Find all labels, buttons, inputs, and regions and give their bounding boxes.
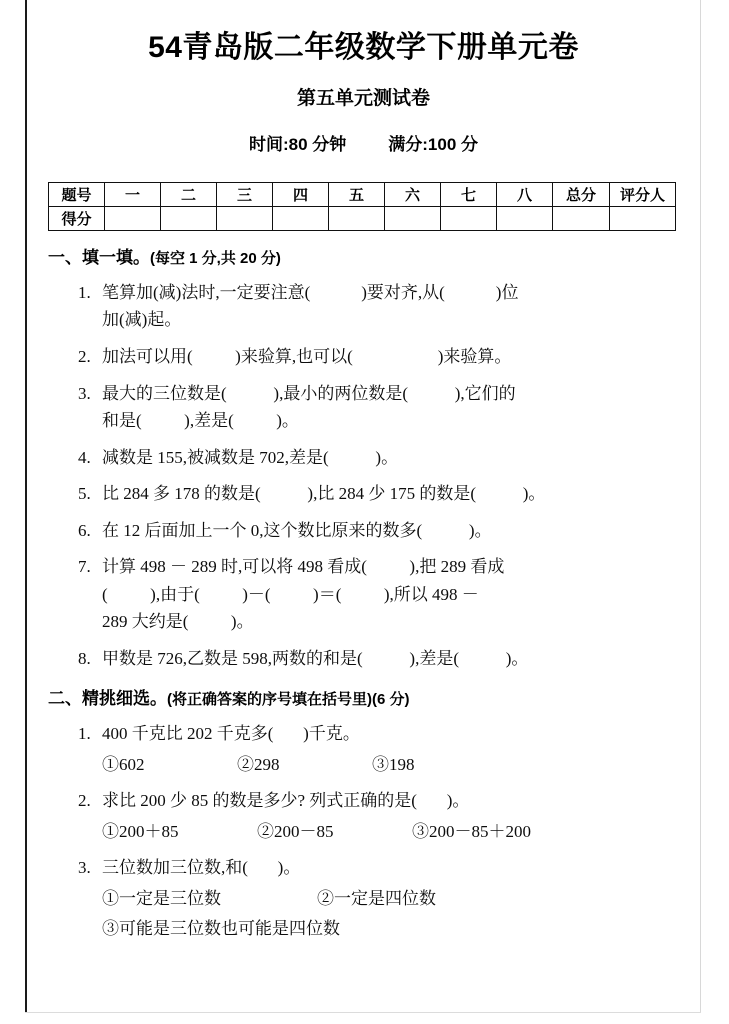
score-table-wrapper (48, 182, 700, 231)
score-table-row-label-question: 题号 (49, 183, 105, 207)
page-title: 54青岛版二年级数学下册单元卷 (148, 31, 579, 64)
section-1 (27, 247, 700, 672)
question-item (27, 380, 700, 435)
question-text-line: 比 284 多 178 的数是( ),比 284 少 175 的数是( )。 (102, 484, 546, 504)
worksheet-page (27, 0, 700, 1013)
option-choice[interactable]: ③可能是三位数也可能是四位数 (102, 919, 340, 939)
question-item (27, 787, 700, 845)
score-table-col-header-2: 二 (161, 183, 217, 207)
question-body (102, 854, 700, 943)
score-cell-grader[interactable] (610, 207, 676, 231)
question-item (27, 343, 700, 371)
question-body (102, 787, 700, 845)
option-choice[interactable]: ①602 (102, 754, 145, 774)
question-body (102, 279, 700, 334)
question-list-1 (27, 279, 700, 672)
option-choice[interactable]: ③198 (372, 754, 415, 774)
question-number: 8. (78, 648, 91, 668)
option-row (102, 751, 700, 779)
question-number: 7. (78, 557, 91, 577)
section-heading-hint: (将正确答案的序号填在括号里)(6 分) (167, 691, 410, 709)
question-number: 1. (78, 724, 91, 744)
question-item (27, 517, 700, 545)
question-text-line: 甲数是 726,乙数是 598,两数的和是( ),差是( )。 (102, 648, 529, 668)
option-choice[interactable]: ③200－85＋200 (412, 821, 531, 841)
question-number: 1. (78, 282, 91, 302)
question-item (27, 645, 700, 673)
option-choice[interactable]: ①200＋85 (102, 821, 179, 841)
score-table-col-header-8: 八 (497, 183, 553, 207)
option-row (102, 915, 700, 943)
score-cell-1[interactable] (105, 207, 161, 231)
question-body (102, 553, 700, 636)
score-cell-3[interactable] (217, 207, 273, 231)
question-item (27, 279, 700, 334)
question-text-line: 加法可以用( )来验算,也可以( )来验算。 (102, 347, 512, 366)
question-text-line: 减数是 155,被减数是 702,差是( )。 (102, 447, 399, 467)
option-choice[interactable]: ①一定是三位数 (102, 888, 221, 908)
option-row (102, 885, 700, 913)
section-heading-text: 一、填一填。 (48, 248, 150, 267)
question-text-line: 和是( ),差是( )。 (102, 411, 299, 431)
section-2 (27, 688, 700, 943)
score-table-header-row (49, 183, 676, 207)
question-text-line: 最大的三位数是( ),最小的两位数是( ),它们的 (102, 383, 516, 403)
score-table-col-header-7: 七 (441, 183, 497, 207)
question-text-line: 在 12 后面加上一个 0,这个数比原来的数多( )。 (102, 520, 492, 540)
question-item (27, 854, 700, 943)
question-number: 5. (78, 484, 91, 504)
score-table-col-header-grader: 评分人 (610, 183, 676, 207)
question-number: 4. (78, 447, 91, 467)
score-table-col-header-3: 三 (217, 183, 273, 207)
question-item (27, 480, 700, 508)
score-table-score-row (49, 207, 676, 231)
page-edge-right (700, 0, 701, 1013)
sections-container (27, 247, 700, 943)
score-cell-5[interactable] (329, 207, 385, 231)
score-table-col-header-1: 一 (105, 183, 161, 207)
question-text-line: 加(减)起。 (102, 310, 182, 330)
question-number: 3. (78, 383, 91, 403)
score-cell-total[interactable] (553, 207, 610, 231)
score-table-col-header-5: 五 (329, 183, 385, 207)
section-heading-text: 二、精挑细选。 (48, 689, 167, 709)
question-body (102, 480, 700, 508)
question-body (102, 380, 700, 435)
question-body (102, 517, 700, 545)
question-body (102, 343, 700, 371)
question-text-line: ( ),由于( )－( )＝( ),所以 498 － (102, 584, 479, 604)
question-body (102, 645, 700, 673)
question-number: 2. (78, 791, 91, 811)
score-table (48, 182, 676, 231)
question-body (102, 444, 700, 472)
exam-meta (27, 110, 700, 155)
page-subtitle: 第五单元测试卷 (296, 88, 430, 109)
question-list-2 (27, 720, 700, 943)
question-text-line: 289 大约是( )。 (102, 612, 254, 632)
question-number: 3. (78, 858, 91, 878)
score-cell-6[interactable] (385, 207, 441, 231)
question-text-line: 求比 200 少 85 的数是多少? 列式正确的是( )。 (102, 791, 470, 811)
section-heading-hint: (每空 1 分,共 20 分) (150, 250, 281, 267)
question-text-line: 笔算加(减)法时,一定要注意( )要对齐,从( )位 (102, 282, 519, 302)
score-cell-7[interactable] (441, 207, 497, 231)
option-choice[interactable]: ②一定是四位数 (317, 888, 436, 908)
question-body (102, 720, 700, 778)
score-cell-2[interactable] (161, 207, 217, 231)
score-cell-4[interactable] (273, 207, 329, 231)
question-text-line: 计算 498 － 289 时,可以将 498 看成( ),把 289 看成 (102, 557, 505, 577)
question-item (27, 553, 700, 636)
question-text-line: 三位数加三位数,和( )。 (102, 858, 301, 878)
exam-total-score: 满分:100 分 (388, 135, 479, 154)
score-table-row-label-score: 得分 (49, 207, 105, 231)
question-number: 6. (78, 520, 91, 540)
question-number: 2. (78, 347, 91, 366)
section-heading-1 (48, 247, 700, 270)
option-row (102, 818, 700, 846)
option-choice[interactable]: ②298 (237, 754, 280, 774)
question-text-line: 400 千克比 202 千克多( )千克。 (102, 724, 360, 744)
question-item (27, 720, 700, 778)
score-table-col-header-total: 总分 (553, 183, 610, 207)
score-table-col-header-4: 四 (273, 183, 329, 207)
score-table-col-header-6: 六 (385, 183, 441, 207)
question-item (27, 444, 700, 472)
exam-time: 时间:80 分钟 (248, 135, 347, 154)
section-heading-2 (48, 688, 700, 711)
option-choice[interactable]: ②200－85 (257, 821, 334, 841)
score-cell-8[interactable] (497, 207, 553, 231)
